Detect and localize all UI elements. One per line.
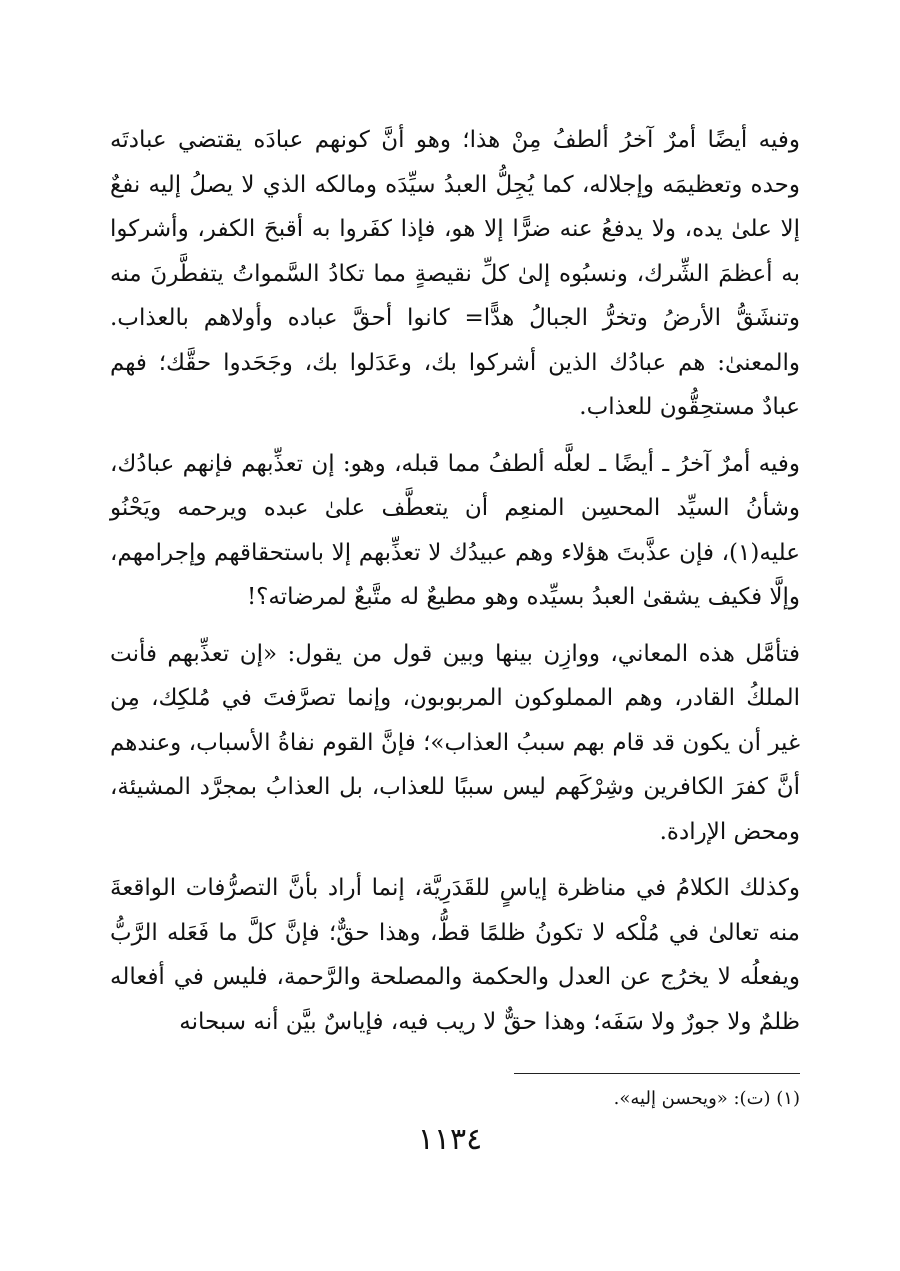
paragraph: وكذلك الكلامُ في مناظرة إياسٍ للقَدَرِيَّة، إنما أراد بأنَّ التصرُّفات الواقعةَ منه تعالىٰ في مُلْكه لا تكونُ ظلمًا قطُّ، وهذا حقٌّ؛ فإنَّ كلَّ ما فَعَله الرَّبُّ ويفعلُه لا يخرُج عن العدل والحكمة والمصلحة والرَّحمة، فليس في أفعاله ظلمٌ ولا جورٌ ولا سَفَه؛ وهذا حقٌّ لا ريب فيه، فإياسٌ بيَّن أنه سبحانه	[110, 875, 800, 1035]
page-number: ١١٣٤	[417, 1122, 483, 1157]
paragraph: فتأمَّل هذه المعاني، ووازِن بينها وبين قول من يقول: «إن تعذِّبهم فأنت الملكُ القادر، وهم المملوكون المربوبون، وإنما تصرَّفتَ في مُلكِك، مِن غير أن يكون قد قام بهم سببُ العذاب»؛ فإنَّ القوم نفاةُ الأسباب، وعندهم أنَّ كفرَ الكافرين وشِرْكَهم ليس سببًا للعذاب، بل العذابُ بمجرَّد المشيئة، ومحض الإرادة.	[110, 640, 800, 845]
paragraph: وفيه أمرٌ آخرُ ـ أيضًا ـ لعلَّه ألطفُ مما قبله، وهو: إن تعذِّبهم فإنهم عبادُك، وشأنُ السيِّد المحسِن المنعِم أن يتعطَّف علىٰ عبده ويرحمه ويَحْنُو عليه(١)، فإن عذَّبتَ هؤلاء وهم عبيدُك لا تعذِّبهم إلا باستحقاقهم وإجرامهم، وإلَّا فكيف يشقىٰ العبدُ بسيِّده وهو مطيعٌ له متَّبعٌ لمرضاته؟!	[110, 450, 800, 610]
footnote-separator	[514, 1073, 800, 1074]
paragraph: وفيه أيضًا أمرٌ آخرُ ألطفُ مِنْ هذا؛ وهو أنَّ كونهم عبادَه يقتضي عبادتَه وحده وتعظيمَه وإجلاله، كما يُجِلُّ العبدُ سيِّدَه ومالكه الذي لا يصلُ إليه نفعٌ إلا علىٰ يده، ولا يدفعُ عنه ضرًّا إلا هو، فإذا كفَروا به أقبحَ الكفر، وأشركوا به أعظمَ الشِّرك، ونسبُوه إلىٰ كلِّ نقيصةٍ مما تكادُ السَّمواتُ يتفطَّرنَ منه وتنشَقُّ الأرضُ وتخرُّ الجبالُ هدًّا= كانوا أحقَّ عباده وأولاهم بالعذاب. والمعنىٰ: هم عبادُك الذين أشركوا بك، وعَدَلوا بك، وجَحَدوا حقَّك؛ فهم عبادٌ مستحِقُّون للعذاب.	[110, 127, 800, 420]
footnote: (١) (ت): «ويحسن إليه».	[613, 1088, 800, 1109]
main-text	[110, 118, 800, 1044]
